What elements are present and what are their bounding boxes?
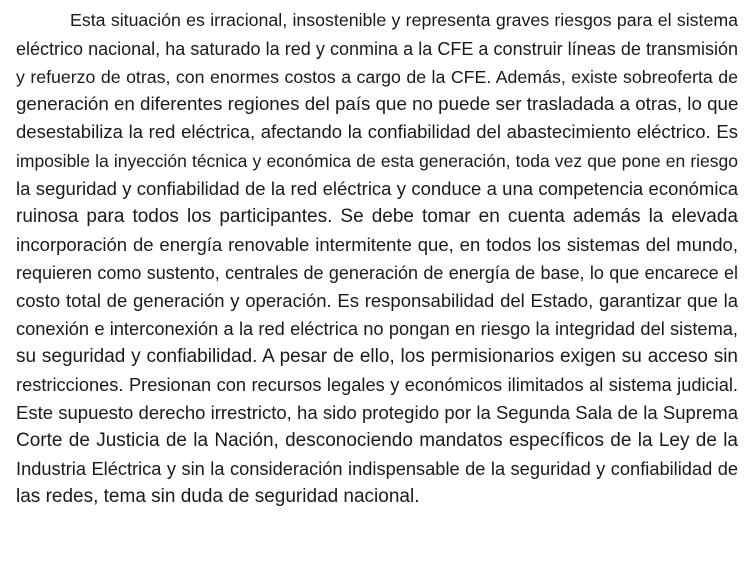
paragraph-line: la seguridad y confiabilidad de la red eléctrica y conduce a una competencia económica — [16, 178, 738, 199]
paragraph-line: incorporación de energía renovable intermitente que, en todos los sistemas del mundo, — [16, 234, 738, 255]
paragraph-line: requieren como sustento, centrales de generación de energía de base, lo que encarece el — [16, 263, 738, 283]
paragraph-line: Corte de Justicia de la Nación, desconociendo mandatos específicos de la Ley de la — [16, 430, 738, 451]
paragraph-line: desestabiliza la red eléctrica, afectando la confiabilidad del abastecimiento eléctrico. Es — [16, 121, 738, 142]
paragraph-line: Industria Eléctrica y sin la consideración indispensable de la seguridad y confiabilidad de — [16, 458, 738, 479]
paragraph-line: imposible la inyección técnica y económica de esta generación, toda vez que pone en riesgo — [16, 151, 738, 171]
paragraph-line: costo total de generación y operación. Es responsabilidad del Estado, garantizar que la — [16, 290, 738, 311]
paragraph-line: eléctrico nacional, ha saturado la red y conmina a la CFE a construir líneas de transmisión — [16, 39, 738, 59]
paragraph-line: Esta situación es irracional, insostenible y representa graves riesgos para el sistema — [70, 10, 738, 30]
paragraph-line: Este supuesto derecho irrestricto, ha sido protegido por la Segunda Sala de la Suprema — [16, 402, 738, 423]
paragraph-line: restricciones. Presionan con recursos legales y económicos ilimitados al sistema judicial. — [16, 374, 738, 395]
paragraph-line: las redes, tema sin duda de seguridad nacional. — [16, 486, 420, 507]
paragraph-line: y refuerzo de otras, con enormes costos a cargo de la CFE. Además, existe sobreoferta de — [16, 67, 738, 87]
paragraph-line: generación en diferentes regiones del país que no puede ser trasladada a otras, lo que — [16, 93, 739, 114]
paragraph-line: conexión e interconexión a la red eléctrica no pongan en riesgo la integridad del sistema, — [16, 318, 738, 339]
paragraph-line: su seguridad y confiabilidad. A pesar de ello, los permisionarios exigen su acceso sin — [16, 346, 738, 367]
paragraph-line: ruinosa para todos los participantes. Se debe tomar en cuenta además la elevada — [16, 206, 738, 227]
